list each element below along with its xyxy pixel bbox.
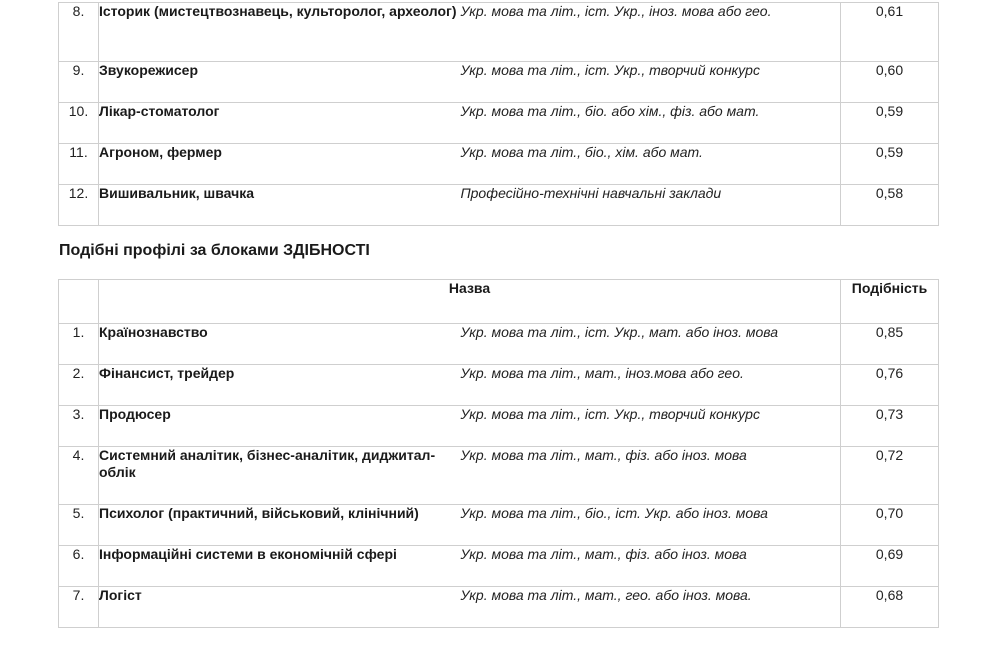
row-number: 12. <box>59 185 99 226</box>
profile-name: Продюсер <box>99 406 461 447</box>
profile-name: Фінансист, трейдер <box>99 365 461 406</box>
subjects: Укр. мова та літ., мат., фіз. або іноз. мова <box>461 447 841 505</box>
similarity-value: 0,59 <box>841 144 939 185</box>
profile-name: Вишивальник, швачка <box>99 185 461 226</box>
subjects: Професійно-технічні навчальні заклади <box>461 185 841 226</box>
profiles-table-continued <box>58 2 939 226</box>
subjects: Укр. мова та літ., біо., хім. або мат. <box>461 144 841 185</box>
row-number: 5. <box>59 505 99 546</box>
header-name: Назва <box>99 280 841 324</box>
profile-name: Історик (мистецтвознавець, культоролог, археолог) <box>99 3 461 62</box>
profile-name: Звукорежисер <box>99 62 461 103</box>
table-row <box>59 144 939 185</box>
similarity-value: 0,59 <box>841 103 939 144</box>
table-row <box>59 406 939 447</box>
similarity-value: 0,60 <box>841 62 939 103</box>
row-number: 8. <box>59 3 99 62</box>
profile-name: Психолог (практичний, військовий, клінічний) <box>99 505 461 546</box>
table-row <box>59 62 939 103</box>
table-row <box>59 3 939 62</box>
table-row <box>59 324 939 365</box>
profile-name: Інформаційні системи в економічній сфері <box>99 546 461 587</box>
subjects: Укр. мова та літ., іст. Укр., мат. або іноз. мова <box>461 324 841 365</box>
subjects: Укр. мова та літ., іст. Укр., творчий конкурс <box>461 62 841 103</box>
subjects: Укр. мова та літ., іст. Укр., іноз. мова або гео. <box>461 3 841 62</box>
subjects: Укр. мова та літ., мат., фіз. або іноз. мова <box>461 546 841 587</box>
row-number: 2. <box>59 365 99 406</box>
abilities-profiles-table <box>58 279 939 628</box>
profile-name: Агроном, фермер <box>99 144 461 185</box>
similarity-value: 0,72 <box>841 447 939 505</box>
table-row <box>59 103 939 144</box>
header-number <box>59 280 99 324</box>
header-similarity: Подібність <box>841 280 939 324</box>
similarity-value: 0,70 <box>841 505 939 546</box>
table-header-row <box>59 280 939 324</box>
subjects: Укр. мова та літ., іст. Укр., творчий конкурс <box>461 406 841 447</box>
row-number: 1. <box>59 324 99 365</box>
subjects: Укр. мова та літ., мат., гео. або іноз. мова. <box>461 587 841 628</box>
row-number: 6. <box>59 546 99 587</box>
row-number: 11. <box>59 144 99 185</box>
similarity-value: 0,68 <box>841 587 939 628</box>
row-number: 4. <box>59 447 99 505</box>
table-row <box>59 365 939 406</box>
profile-name: Системний аналітик, бізнес-аналітик, диджитал-облік <box>99 447 461 505</box>
table-row <box>59 546 939 587</box>
row-number: 7. <box>59 587 99 628</box>
row-number: 9. <box>59 62 99 103</box>
table-row <box>59 587 939 628</box>
subjects: Укр. мова та літ., біо. або хім., фіз. або мат. <box>461 103 841 144</box>
subjects: Укр. мова та літ., мат., іноз.мова або гео. <box>461 365 841 406</box>
table-row <box>59 185 939 226</box>
similarity-value: 0,61 <box>841 3 939 62</box>
similarity-value: 0,85 <box>841 324 939 365</box>
section-heading: Подібні профілі за блоками ЗДІБНОСТІ <box>59 242 370 259</box>
similarity-value: 0,73 <box>841 406 939 447</box>
table-row <box>59 505 939 546</box>
row-number: 10. <box>59 103 99 144</box>
similarity-value: 0,69 <box>841 546 939 587</box>
profile-name: Лікар-стоматолог <box>99 103 461 144</box>
profile-name: Країнознавство <box>99 324 461 365</box>
subjects: Укр. мова та літ., біо., іст. Укр. або іноз. мова <box>461 505 841 546</box>
profile-name: Логіст <box>99 587 461 628</box>
similarity-value: 0,58 <box>841 185 939 226</box>
table-row <box>59 447 939 505</box>
row-number: 3. <box>59 406 99 447</box>
similarity-value: 0,76 <box>841 365 939 406</box>
